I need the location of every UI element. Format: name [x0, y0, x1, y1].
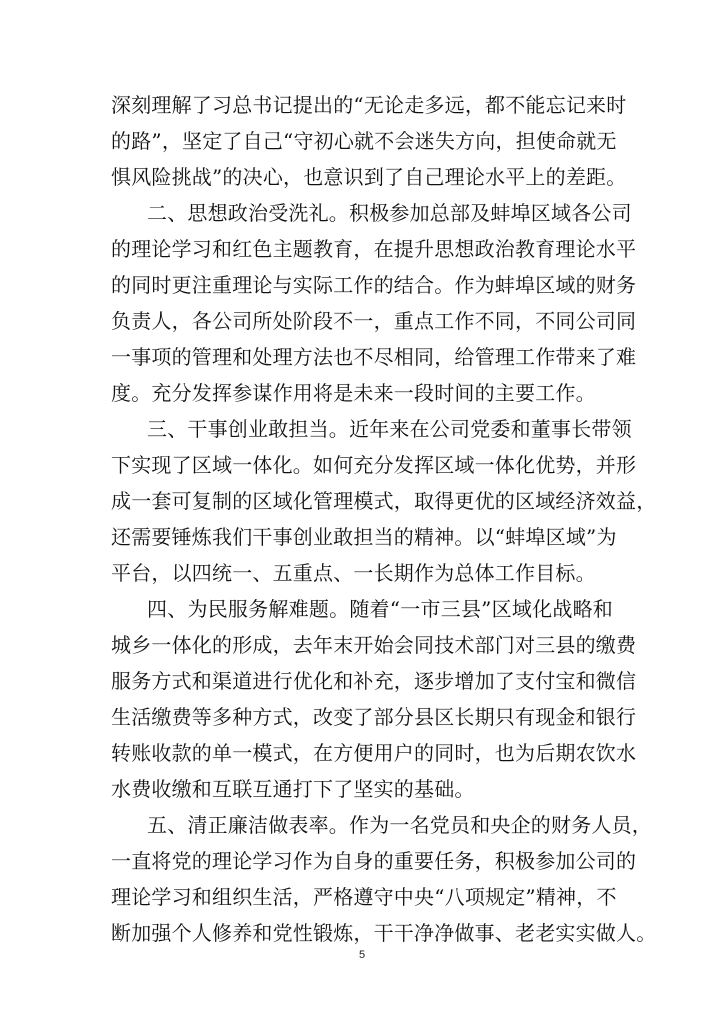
text-line: 的同时更注重理论与实际工作的结合。作为蚌埠区域的财务 — [111, 273, 637, 297]
text-line: 转账收款的单一模式，在方便用户的同时，也为后期农饮水 — [111, 741, 637, 765]
text-line: 还需要锤炼我们干事创业敢担当的精神。以“蚌埠区域”为 — [111, 525, 617, 549]
text-line: 理论学习和组织生活，严格遵守中央“八项规定”精神，不 — [111, 885, 617, 909]
text-line: 的理论学习和红色主题教育，在提升思想政治教育理论水平 — [111, 237, 637, 261]
paragraph-2-first-line: 二、思想政治受洗礼。积极参加总部及蚌埠区域各公司 — [147, 201, 632, 225]
text-line: 一事项的管理和处理方法也不尽相同，给管理工作带来了难 — [111, 345, 637, 369]
text-line: 断加强个人修养和党性锻炼，干干净净做事、老老实实做人。 — [111, 921, 657, 945]
text-line: 惧风险挑战”的决心，也意识到了自己理论水平上的差距。 — [111, 165, 627, 189]
paragraph-3-first-line: 三、干事创业敢担当。近年来在公司党委和董事长带领 — [147, 417, 632, 441]
text-line: 服务方式和渠道进行优化和补充，逐步增加了支付宝和微信 — [111, 669, 637, 693]
text-line: 城乡一体化的形成，去年末开始会同技术部门对三县的缴费 — [111, 633, 637, 657]
text-line: 成一套可复制的区域化管理模式，取得更优的区域经济效益， — [111, 489, 657, 513]
text-line: 平台，以四统一、五重点、一长期作为总体工作目标。 — [111, 561, 596, 585]
text-line: 负责人，各公司所处阶段不一，重点工作不同，不同公司同 — [111, 309, 637, 333]
text-line: 深刻理解了习总书记提出的“无论走多远，都不能忘记来时 — [111, 93, 627, 117]
page-number: 5 — [358, 949, 366, 961]
paragraph-4-first-line: 四、为民服务解难题。随着“一市三县”区域化战略和 — [147, 597, 613, 621]
text-line: 的路”，坚定了自己“守初心就不会迷失方向，担使命就无 — [111, 129, 617, 153]
text-line: 下实现了区域一体化。如何充分发挥区域一体化优势，并形 — [111, 453, 637, 477]
text-line: 水费收缴和互联互通打下了坚实的基础。 — [111, 777, 475, 801]
text-line: 一直将党的理论学习作为自身的重要任务，积极参加公司的 — [111, 849, 637, 873]
text-line: 度。充分发挥参谋作用将是未来一段时间的主要工作。 — [111, 381, 596, 405]
paragraph-5-first-line: 五、清正廉洁做表率。作为一名党员和央企的财务人员， — [147, 813, 652, 837]
text-line: 生活缴费等多种方式，改变了部分县区长期只有现金和银行 — [111, 705, 637, 729]
